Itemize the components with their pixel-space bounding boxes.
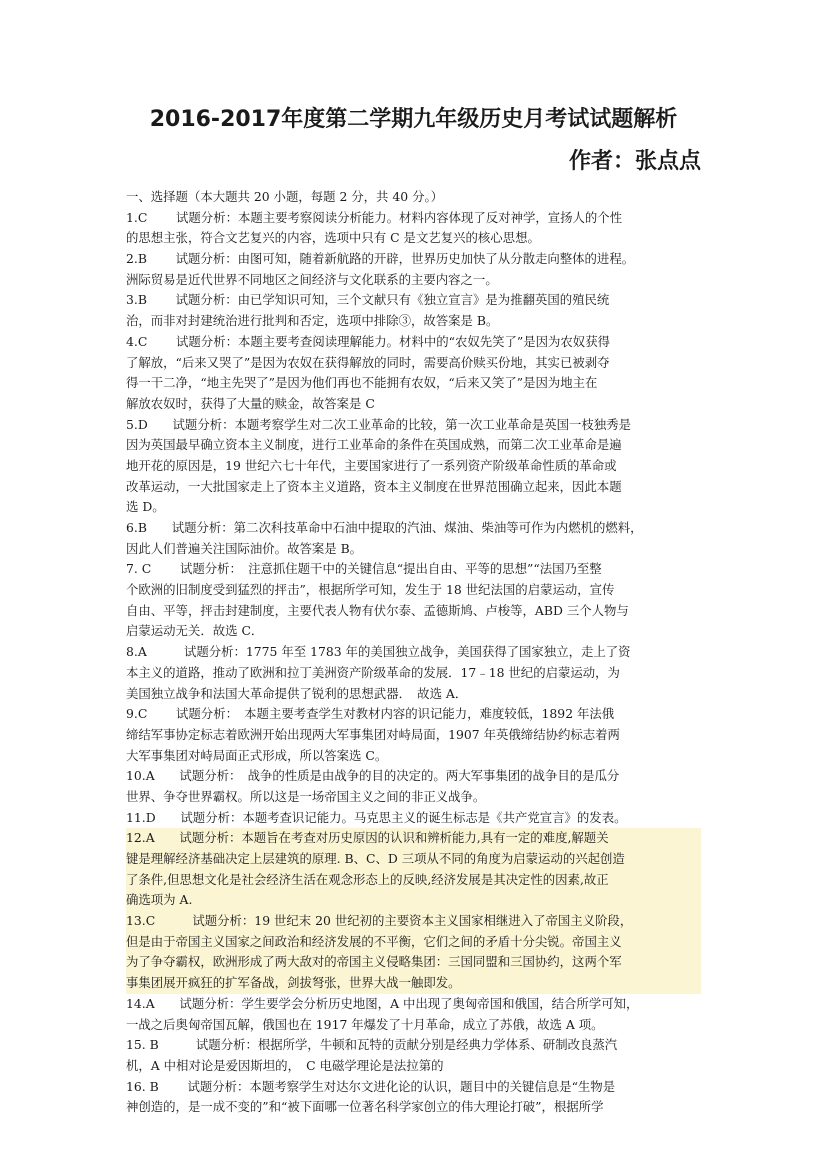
answer-line: 15. B 试题分析：根据所学，牛顿和瓦特的贡献分别是经典力学体系、研制改良蒸汽	[126, 1037, 618, 1053]
answer-line: 因为英国最早确立资本主义制度，进行工业革命的条件在英国成熟，而第二次工业革命是遍	[126, 437, 622, 453]
highlighted-answer-line: 事集团展开疯狂的扩军备战，剑拔弩张，世界大战一触即发。	[126, 973, 701, 994]
highlighted-answer-line: 了条件,但思想文化是社会经济生活在观念形态上的反映,经济发展是其决定性的因素,故正	[126, 870, 701, 891]
answer-line: 9.C 试题分析： 本题主要考查学生对教材内容的识记能力，难度较低，1892 年法俄	[126, 706, 615, 722]
answer-line: 2.B 试题分析：由图可知，随着新航路的开辟，世界历史加快了从分散走向整体的进程。	[126, 251, 635, 267]
answer-line: 5.D 试题分析：本题考察学生对二次工业革命的比较，第一次工业革命是英国一枝独秀是	[126, 416, 631, 432]
answer-line: 地开花的原因是，19 世纪六七十年代，主要国家进行了一系列资产阶级革命性质的革命或	[126, 457, 617, 473]
answer-line: 7. C 试题分析： 注意抓住题干中的关键信息“提出自由、平等的思想”“法国乃至整	[126, 561, 602, 577]
highlighted-answer-line: 键是理解经济基础决定上层建筑的原理. B、C、D 三项从不同的角度为启蒙运动的兴起创造	[126, 849, 701, 870]
answer-line: 治，而非对封建统治进行批判和否定，选项中排除③，故答案是 B。	[126, 313, 499, 329]
answer-line: 6.B 试题分析：第二次科技革命中石油中提取的汽油、煤油、柴油等可作为内燃机的燃料，	[126, 520, 643, 535]
answer-line: 10.A 试题分析： 战争的性质是由战争的目的决定的。两大军事集团的战争目的是瓜分	[126, 768, 620, 784]
answer-line: 改革运动，一大批国家走上了资本主义道路，资本主义制度在世界范围确立起来，因此本题	[126, 478, 622, 494]
answer-line: 14.A 试题分析：学生要学会分析历史地图，A 中出现了奥匈帝国和俄国，结合所学可知，	[126, 995, 639, 1011]
answer-line: 解放农奴时，获得了大量的赎金，故答案是 C	[126, 395, 375, 411]
answer-line: 了解放，“后来又哭了”是因为农奴在获得解放的同时，需要高价赎买份地，其实已被剥夺	[126, 354, 610, 370]
answer-line: 1.C 试题分析：本题主要考察阅读分析能力。材料内容体现了反对神学，宣扬人的个性	[126, 209, 623, 225]
answer-analysis-body	[126, 187, 701, 1118]
answer-line: 4.C 试题分析：本题主要考查阅读理解能力。材料中的“农奴先笑了”是因为农奴获得	[126, 333, 610, 349]
answer-line: 8.A 试题分析：1775 年至 1783 年的美国独立战争，美国获得了国家独立，走上了资	[126, 644, 631, 660]
answer-line: 洲际贸易是近代世界不同地区之间经济与文化联系的主要内容之一。	[126, 271, 498, 287]
answer-line: 得一干二净，“地主先哭了”是因为他们再也不能拥有农奴，“后来又笑了”是因为地主在	[126, 375, 598, 391]
highlighted-answer-line: 确选项为 A.	[126, 890, 701, 911]
highlighted-answer-line: 为了争夺霸权，欧洲形成了两大敌对的帝国主义侵略集团：三国同盟和三国协约，这两个军	[126, 952, 701, 973]
answer-line: 个欧洲的旧制度受到猛烈的抨击”，根据所学可知，发生于 18 世纪法国的启蒙运动，宣传	[126, 582, 615, 598]
answer-line: 本主义的道路，推动了欧洲和拉丁美洲资产阶级革命的发展．17﹣18 世纪的启蒙运动，为	[126, 664, 620, 680]
document-author: 作者：张点点	[568, 149, 701, 174]
answer-line: 16. B 试题分析：本题考察学生对达尔文进化论的认识，题目中的关键信息是“生物是	[126, 1078, 616, 1094]
highlighted-answer-line: 13.C 试题分析：19 世纪末 20 世纪初的主要资本主义国家相继进入了帝国主义阶段，	[126, 911, 701, 932]
answer-line: 大军事集团对峙局面正式形成，所以答案选 C。	[126, 747, 388, 763]
highlighted-answer-line: 但是由于帝国主义国家之间政治和经济发展的不平衡，它们之间的矛盾十分尖锐。帝国主义	[126, 932, 701, 953]
highlighted-answer-line: 12.A 试题分析：本题旨在考查对历史原因的认识和辨析能力,具有一定的难度,解题关	[126, 828, 701, 849]
answer-line: 的思想主张，符合文艺复兴的内容，选项中只有 C 是文艺复兴的核心思想。	[126, 230, 540, 246]
answer-line: 机，A 中相对论是爱因斯坦的， C 电磁学理论是法拉第的	[126, 1057, 444, 1073]
answer-line: 一战之后奥匈帝国瓦解，俄国也在 1917 年爆发了十月革命，成立了苏俄，故选 A 项。	[126, 1016, 604, 1032]
answer-line: 神创造的，是一成不变的”和“被下面哪一位著名科学家创立的伟大理论打破”，根据所学	[126, 1099, 604, 1115]
answer-line: 选 D。	[126, 499, 165, 515]
answer-line: 缔结军事协定标志着欧洲开始出现两大军事集团对峙局面，1907 年英俄缔结协约标志着两	[126, 726, 620, 742]
answer-line: 3.B 试题分析：由已学知识可知，三个文献只有《独立宣言》是为推翻英国的殖民统	[126, 292, 610, 308]
document-title: 2016-2017年度第二学期九年级历史月考试试题解析	[149, 107, 678, 132]
answer-line: 启蒙运动无关．故选 C．	[126, 623, 264, 639]
answer-line: 自由、平等，抨击封建制度，主要代表人物有伏尔泰、孟德斯鸠、卢梭等，ABD 三个人物与	[126, 602, 629, 618]
answer-line: 世界、争夺世界霸权。所以这是一场帝国主义之间的非正义战争。	[126, 788, 486, 804]
answer-line: 美国独立战争和法国大革命提供了锐利的思想武器． 故选 A．	[126, 685, 468, 701]
answer-line: 因此人们普遍关注国际油价。故答案是 B。	[126, 540, 363, 556]
answer-line: 11.D 试题分析：本题考查识记能力。马克思主义的诞生标志是《共产党宣言》的发表。	[126, 809, 627, 825]
section-heading: 一、选择题（本大题共 20 小题，每题 2 分，共 40 分。）	[126, 189, 444, 204]
